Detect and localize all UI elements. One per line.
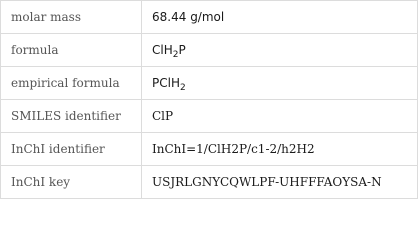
molar-mass-number: 68.44: [152, 10, 187, 24]
table-row: [1, 100, 418, 133]
row-value-formula: [142, 34, 418, 67]
row-label-inchi-key: InChI key: [1, 166, 142, 199]
row-label-smiles: SMILES identifier: [1, 100, 142, 133]
row-value-molar-mass: [142, 1, 418, 34]
row-value-inchi: InChI=1/ClH2P/c1-2/h2H2: [142, 133, 418, 166]
table-row: [1, 1, 418, 34]
row-label-molar-mass: molar mass: [1, 1, 142, 34]
empirical-formula-part: H: [170, 76, 180, 90]
table-row: [1, 34, 418, 67]
row-label-formula: formula: [1, 34, 142, 67]
table-row: [1, 133, 418, 166]
row-label-inchi: InChI identifier: [1, 133, 142, 166]
molar-mass-unit: g/mol: [190, 10, 225, 24]
row-value-empirical-formula: [142, 67, 418, 100]
row-value-smiles: ClP: [142, 100, 418, 133]
row-value-inchi-key: USJRLGNYCQWLPF-UHFFFAOYSA-N: [142, 166, 418, 199]
formula-part: P: [178, 43, 186, 57]
row-label-empirical-formula: empirical formula: [1, 67, 142, 100]
table-row: [1, 67, 418, 100]
empirical-formula-part: PCl: [152, 76, 171, 90]
formula-part: ClH: [152, 43, 173, 57]
empirical-formula-subscript: 2: [179, 83, 186, 93]
formula-subscript: 2: [172, 50, 179, 60]
table-row: [1, 166, 418, 199]
